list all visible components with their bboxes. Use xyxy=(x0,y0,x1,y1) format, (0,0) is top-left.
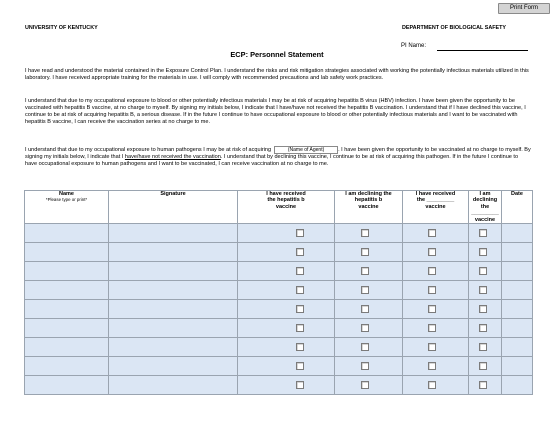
received-hepb-cell xyxy=(238,357,335,376)
checkbox[interactable] xyxy=(479,343,487,351)
signature-cell[interactable] xyxy=(109,338,238,357)
checkbox[interactable] xyxy=(361,305,369,313)
date-cell[interactable] xyxy=(502,338,533,357)
name-cell[interactable] xyxy=(25,319,109,338)
checkbox[interactable] xyxy=(361,381,369,389)
training-statement: I have read and understood the material contained in the Exposure Control Plan. I understand the risks and risk mitigation strategies associated with working the potentially infectious materials utilized in this laboratory. I have received appropriate training for the materials in use. I will comply with recommended precautions and lab safety work practices. xyxy=(25,68,529,82)
signature-cell[interactable] xyxy=(109,281,238,300)
received-hepb-cell xyxy=(238,300,335,319)
checkbox[interactable] xyxy=(428,267,436,275)
checkbox[interactable] xyxy=(428,248,436,256)
header-declining-hepb: I am declining the hepatitis b vaccine xyxy=(335,191,403,224)
checkbox[interactable] xyxy=(296,362,304,370)
page-title: ECP: Personnel Statement xyxy=(230,50,324,59)
table-row xyxy=(25,338,533,357)
declining-hepb-cell xyxy=(335,224,403,243)
date-cell[interactable] xyxy=(502,243,533,262)
table-row xyxy=(25,224,533,243)
signature-cell[interactable] xyxy=(109,300,238,319)
date-cell[interactable] xyxy=(502,224,533,243)
header-signature: Signature xyxy=(109,191,238,224)
header-received-other: I have received the _________ vaccine xyxy=(403,191,469,224)
hepatitis-b-statement: I understand that due to my occupational exposure to blood or other potentially infectious materials I may be at risk of acquiring hepatitis B virus (HBV) infection. I have been given the opportunity to be vaccinated with hepatitis B vaccine, at no charge to myself. By signing my initials below, I indicate that I have/have not received the hepatitis B vaccination. I understand that if I have declined this vaccine, I continue to be at risk of acquiring hepatitis B, a serious disease. If in the future I continue to have occupational exposure to blood or other potentially infectious materials and I want to be vaccinated with hepatitis B vaccine, I can receive the vaccination series at no charge to me. xyxy=(25,98,526,126)
received-other-cell xyxy=(403,281,469,300)
received-other-cell xyxy=(403,300,469,319)
declining-other-cell xyxy=(469,262,502,281)
checkbox[interactable] xyxy=(296,229,304,237)
checkbox[interactable] xyxy=(428,305,436,313)
received-other-cell xyxy=(403,224,469,243)
table-row xyxy=(25,262,533,281)
checkbox[interactable] xyxy=(296,286,304,294)
declining-hepb-cell xyxy=(335,376,403,395)
table-row xyxy=(25,319,533,338)
date-cell[interactable] xyxy=(502,281,533,300)
declining-other-cell xyxy=(469,243,502,262)
received-hepb-cell xyxy=(238,281,335,300)
table-row xyxy=(25,357,533,376)
declining-hepb-cell xyxy=(335,262,403,281)
pathogen-statement xyxy=(25,146,531,168)
signature-cell[interactable] xyxy=(109,224,238,243)
checkbox[interactable] xyxy=(479,305,487,313)
table-row xyxy=(25,243,533,262)
header-name-hint: *Please type or print* xyxy=(45,197,88,203)
table-row xyxy=(25,300,533,319)
checkbox[interactable] xyxy=(479,229,487,237)
university-header: UNIVERSITY OF KENTUCKY xyxy=(25,25,98,31)
pi-name-label: PI Name: xyxy=(401,43,427,49)
declining-hepb-cell xyxy=(335,243,403,262)
checkbox[interactable] xyxy=(428,286,436,294)
received-other-cell xyxy=(403,338,469,357)
checkbox[interactable] xyxy=(479,381,487,389)
checkbox[interactable] xyxy=(428,362,436,370)
declining-other-cell xyxy=(469,338,502,357)
header-received-hepb: I have received the hepatitis b vaccine xyxy=(238,191,335,224)
declining-other-cell xyxy=(469,376,502,395)
signature-cell[interactable] xyxy=(109,357,238,376)
print-form-button[interactable]: Print Form xyxy=(498,3,550,14)
agent-name-field[interactable]: (Name of Agent) xyxy=(274,146,338,154)
received-other-cell xyxy=(403,376,469,395)
date-cell[interactable] xyxy=(502,376,533,395)
pathogen-statement-underlined: have/have not received the vaccination xyxy=(124,154,221,161)
signature-cell[interactable] xyxy=(109,262,238,281)
checkbox[interactable] xyxy=(361,324,369,332)
checkbox[interactable] xyxy=(361,362,369,370)
declining-hepb-cell xyxy=(335,338,403,357)
checkbox[interactable] xyxy=(296,267,304,275)
received-other-cell xyxy=(403,357,469,376)
name-cell[interactable] xyxy=(25,243,109,262)
name-cell[interactable] xyxy=(25,281,109,300)
checkbox[interactable] xyxy=(479,267,487,275)
table-header-row xyxy=(25,191,533,224)
name-cell[interactable] xyxy=(25,224,109,243)
name-cell[interactable] xyxy=(25,357,109,376)
checkbox[interactable] xyxy=(361,248,369,256)
declining-other-cell xyxy=(469,281,502,300)
checkbox[interactable] xyxy=(428,343,436,351)
header-name: Name *Please type or print* xyxy=(25,191,109,224)
received-other-cell xyxy=(403,262,469,281)
checkbox[interactable] xyxy=(479,324,487,332)
received-hepb-cell xyxy=(238,224,335,243)
checkbox[interactable] xyxy=(296,305,304,313)
declining-other-cell xyxy=(469,224,502,243)
checkbox[interactable] xyxy=(479,248,487,256)
received-other-cell xyxy=(403,243,469,262)
declining-hepb-cell xyxy=(335,357,403,376)
table-row xyxy=(25,376,533,395)
declining-hepb-cell xyxy=(335,319,403,338)
received-hepb-cell xyxy=(238,376,335,395)
received-hepb-cell xyxy=(238,243,335,262)
personnel-signature-table xyxy=(24,190,533,395)
declining-other-cell xyxy=(469,357,502,376)
pathogen-statement-part1: I understand that due to my occupational exposure to human pathogens I may be at risk of acquiring xyxy=(25,147,272,153)
pathogen-statement-part2: . I have been given the opportunity to be vaccinated at no charge to myself. By signing my initials below, I indicate that I xyxy=(25,147,531,161)
checkbox[interactable] xyxy=(361,267,369,275)
received-other-cell xyxy=(403,319,469,338)
name-cell[interactable] xyxy=(25,376,109,395)
checkbox[interactable] xyxy=(361,286,369,294)
checkbox[interactable] xyxy=(428,381,436,389)
date-cell[interactable] xyxy=(502,262,533,281)
checkbox[interactable] xyxy=(296,324,304,332)
declining-hepb-cell xyxy=(335,281,403,300)
signature-cell[interactable] xyxy=(109,319,238,338)
table-row xyxy=(25,281,533,300)
checkbox[interactable] xyxy=(296,343,304,351)
checkbox[interactable] xyxy=(296,381,304,389)
received-hepb-cell xyxy=(238,262,335,281)
received-hepb-cell xyxy=(238,338,335,357)
date-cell[interactable] xyxy=(502,300,533,319)
name-cell[interactable] xyxy=(25,338,109,357)
date-cell[interactable] xyxy=(502,319,533,338)
name-cell[interactable] xyxy=(25,300,109,319)
signature-cell[interactable] xyxy=(109,376,238,395)
checkbox[interactable] xyxy=(428,229,436,237)
checkbox[interactable] xyxy=(361,343,369,351)
header-date: Date xyxy=(502,191,533,224)
checkbox[interactable] xyxy=(296,248,304,256)
declining-hepb-cell xyxy=(335,300,403,319)
department-header: DEPARTMENT OF BIOLOGICAL SAFETY xyxy=(402,25,507,31)
checkbox[interactable] xyxy=(361,229,369,237)
signature-cell[interactable] xyxy=(109,243,238,262)
received-hepb-cell xyxy=(238,319,335,338)
declining-other-cell xyxy=(469,319,502,338)
name-cell[interactable] xyxy=(25,262,109,281)
checkbox[interactable] xyxy=(479,362,487,370)
header-declining-other: I am declining the _________ vaccine xyxy=(469,191,502,224)
declining-other-cell xyxy=(469,300,502,319)
checkbox[interactable] xyxy=(428,324,436,332)
date-cell[interactable] xyxy=(502,357,533,376)
checkbox[interactable] xyxy=(479,286,487,294)
pathogen-statement-part3: . I understand that by declining this vaccine, I continue to be at risk of acquiring this pathogen. If in the future I continue to have occupational exposure to human pathogens and I want to be vaccinated, I can receive vaccination at no charge to me. xyxy=(25,154,519,168)
